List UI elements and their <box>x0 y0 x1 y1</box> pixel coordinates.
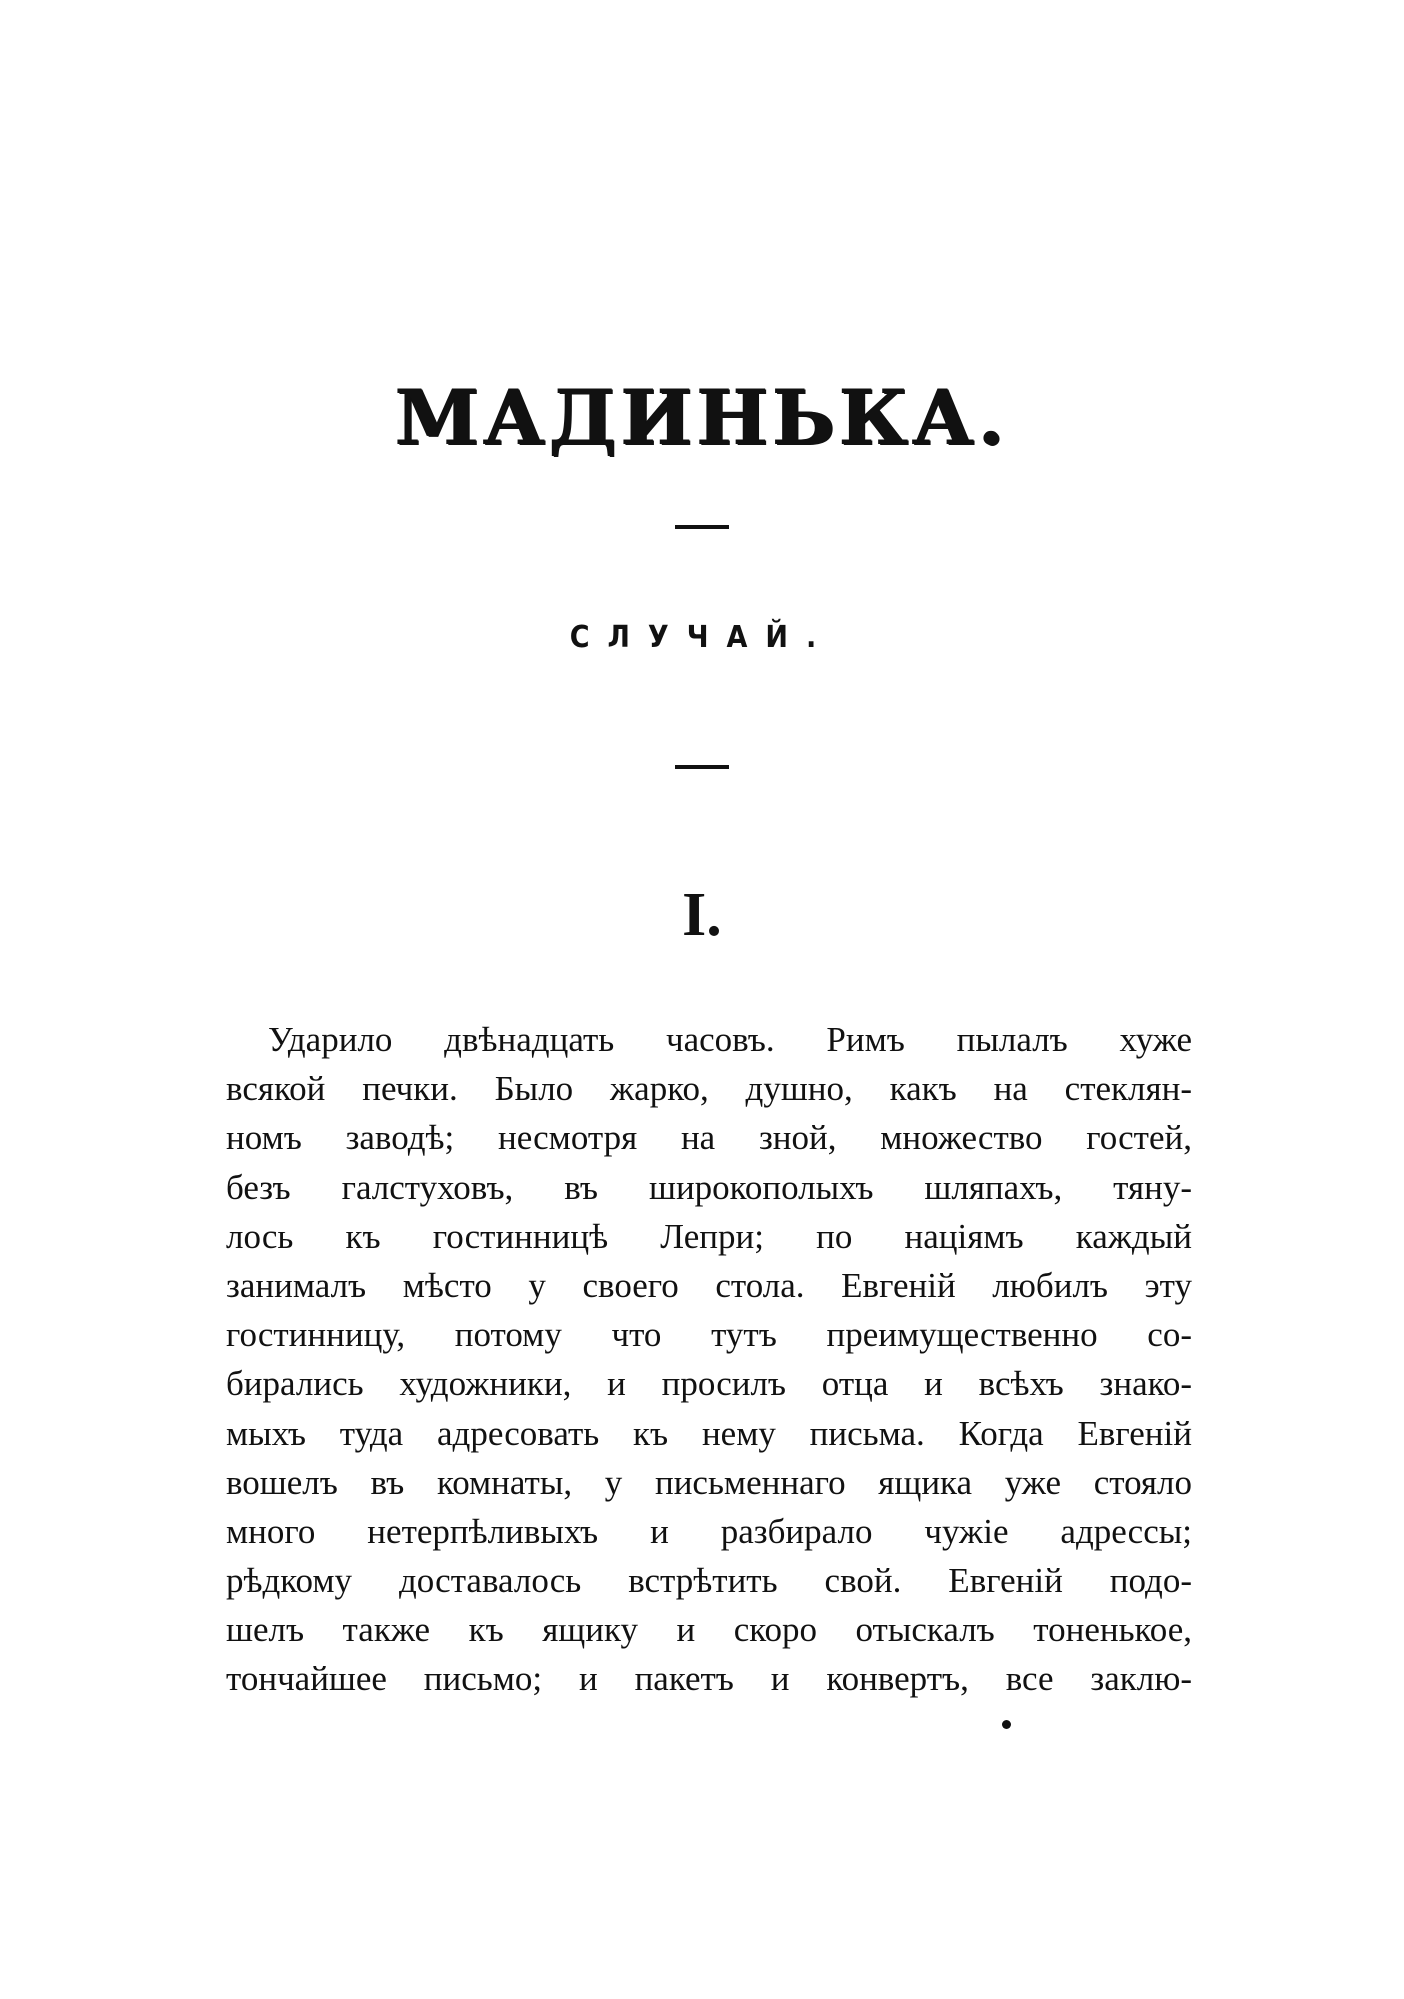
text-line: тончайшее письмо; и пакетъ и конвертъ, все заклю- <box>226 1659 1192 1699</box>
text-line: безъ галстуховъ, въ широкополыхъ шляпахъ, тяну- <box>226 1167 1192 1207</box>
text-line: всякой печки. Было жарко, душно, какъ на стеклян- <box>226 1069 1192 1109</box>
subtitle-divider <box>675 765 729 769</box>
text-line: Ударило двѣнадцать часовъ. Римъ пылалъ хуже <box>268 1020 1192 1059</box>
text-line: бирались художники, и просилъ отца и всѣхъ знако- <box>226 1364 1192 1404</box>
text-line: мыхъ туда адресовать къ нему письма. Когда Евгеній <box>226 1413 1192 1453</box>
text-line: шелъ также къ ящику и скоро отыскалъ тоненькое, <box>226 1610 1192 1650</box>
text-line: много нетерпѣливыхъ и разбирало чужіе адрессы; <box>226 1511 1192 1551</box>
text-line: гостинницу, потому что тутъ преимущественно со- <box>226 1315 1192 1355</box>
title-divider <box>675 525 729 529</box>
ink-dot <box>1002 1720 1011 1729</box>
subtitle: СЛУЧАЙ. <box>569 620 835 655</box>
text-line: лось къ гостинницѣ Лепри; по націямъ каждый <box>226 1216 1192 1256</box>
text-line: рѣдкому доставалось встрѣтить свой. Евгеній подо- <box>226 1561 1192 1601</box>
text-line: вошелъ въ комнаты, у письменнаго ящика уже стояло <box>226 1462 1192 1502</box>
text-line: занималъ мѣсто у своего стола. Евгеній любилъ эту <box>226 1265 1192 1305</box>
chapter-number: I. <box>682 881 722 949</box>
chapter-title: МАДИНЬКА. <box>395 373 1009 462</box>
text-line: номъ заводѣ; несмотря на зной, множество гостей, <box>226 1118 1192 1158</box>
paragraph <box>226 1015 1192 1704</box>
